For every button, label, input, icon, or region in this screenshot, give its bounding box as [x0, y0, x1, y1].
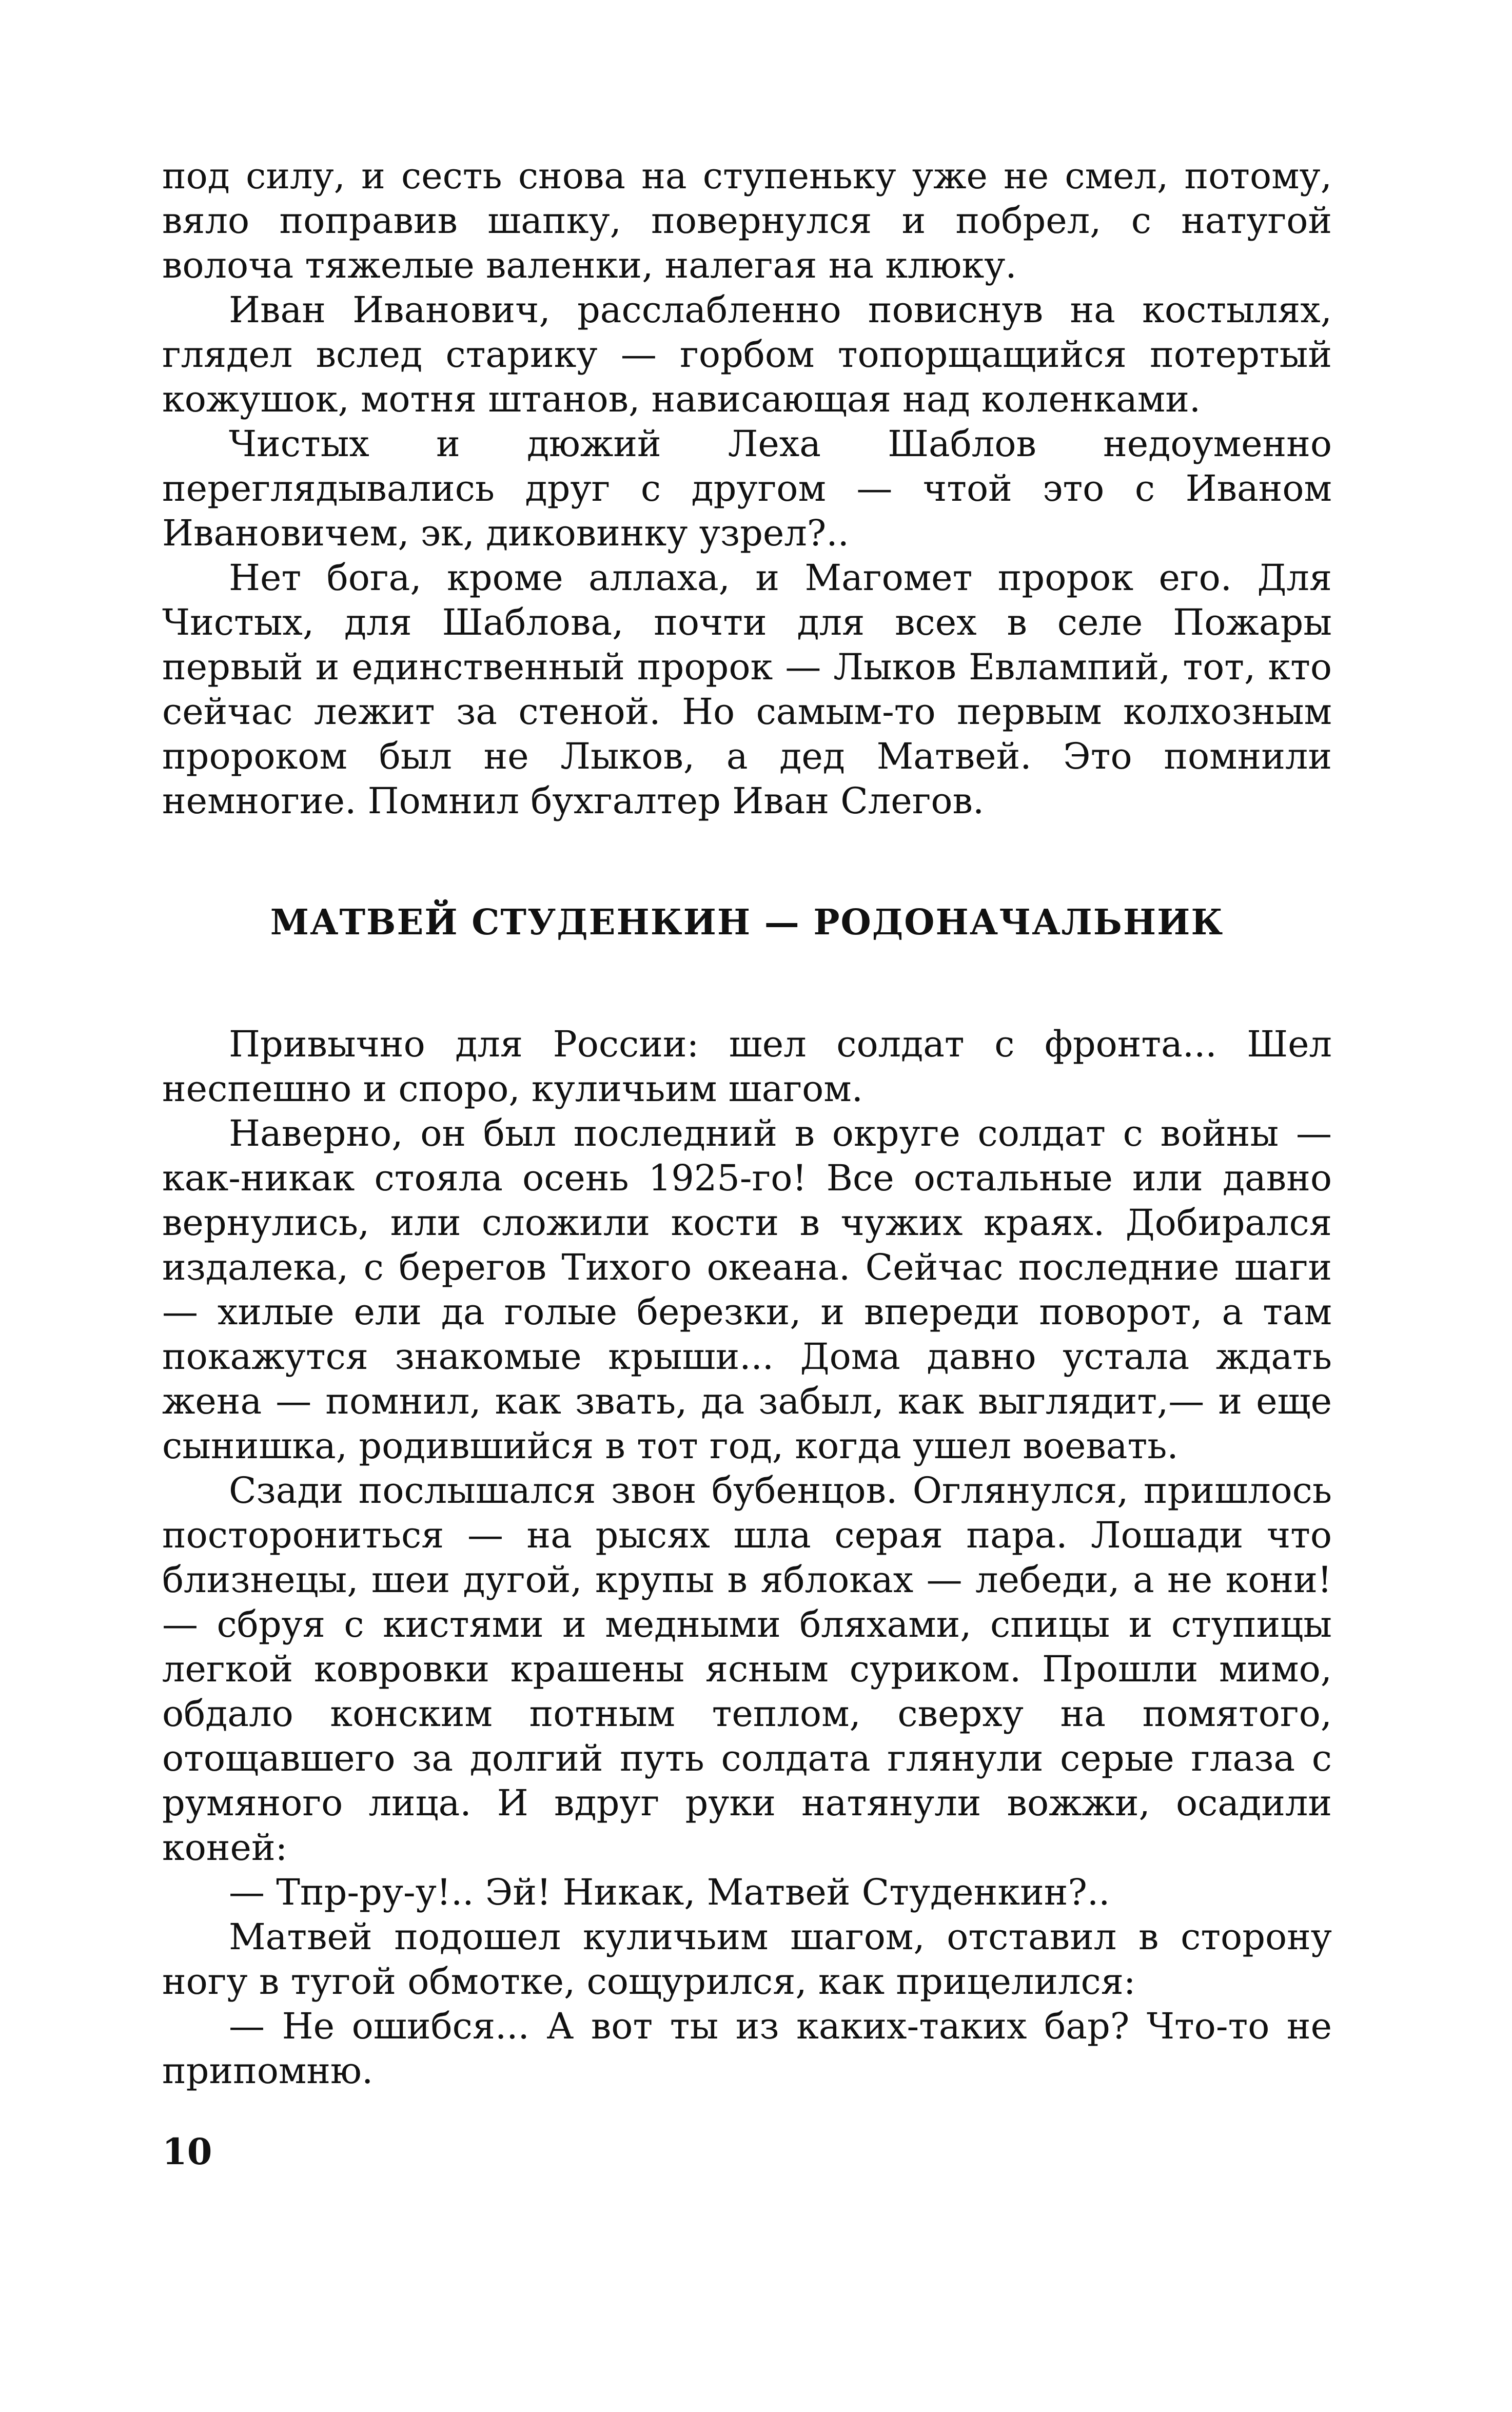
paragraph: Чистых и дюжий Леха Шаблов недоуменно переглядывались друг с другом — чтой это с Иваном Ивановичем, эк, диковинку узрел?.. [162, 423, 1332, 554]
paragraph-continued: под силу, и сесть снова на ступеньку уже не смел, потому, вяло поправив шапку, повернулся и побрел, с натугой волоча тяжелые валенки, налегая на клюку. [162, 155, 1332, 286]
paragraph: Иван Иванович, расслабленно повиснув на костылях, глядел вслед старику — горбом топорщащийся потертый кожушок, мотня штанов, нависающая над коленками. [162, 289, 1332, 420]
paragraph: Наверно, он был последний в округе солдат с войны — как-никак стояла осень 1925-го! Все остальные или давно вернулись, или сложили кости в чужих краях. Добирался издалека, с берегов Тихого океана. Сейчас последние шаги — хилые ели да голые березки, и впереди поворот, а там покажутся знакомые крыши... Дома давно устала ждать жена — помнил, как звать, да забыл, как выглядит,— и еще сынишка, родившийся в тот год, когда ушел воевать. [162, 1112, 1332, 1467]
page-number: 10 [162, 2130, 212, 2173]
paragraph: Привычно для России: шел солдат с фронта... Шел неспешно и споро, куличьим шагом. [162, 1023, 1332, 1110]
paragraph: Нет бога, кроме аллаха, и Магомет пророк его. Для Чистых, для Шаблова, почти для всех в селе Пожары первый и единственный пророк — Лыков Евлампий, тот, кто сейчас лежит за стеной. Но самым-то первым колхозным пророком был не Лыков, а дед Матвей. Это помнили немногие. Помнил бухгалтер Иван Слегов. [162, 557, 1332, 822]
paragraph: Сзади послышался звон бубенцов. Оглянулся, пришлось посторониться — на рысях шла серая пара. Лошади что близнецы, шеи дугой, крупы в яблоках — лебеди, а не кони! — сбруя с кистями и медными бляхами, спицы и ступицы легкой ковровки крашены ясным суриком. Прошли мимо, обдало конским потным теплом, сверху на помятого, отощавшего за долгий путь солдата глянули серые глаза с румяного лица. И вдруг руки натянули вожжи, осадили коней: [162, 1469, 1332, 1869]
dialogue-line: — Не ошибся... А вот ты из каких-таких бар? Что-то не припомню. [162, 2005, 1332, 2092]
paragraph: Матвей подошел куличьим шагом, отставил в сторону ногу в тугой обмотке, сощурился, как прицелился: [162, 1916, 1332, 2003]
chapter-heading: МАТВЕЙ СТУДЕНКИН — РОДОНАЧАЛЬНИК [270, 902, 1224, 943]
book-page [162, 154, 1332, 2093]
dialogue-line: — Тпр-ру-у!.. Эй! Никак, Матвей Студенкин?.. [229, 1871, 1110, 1913]
